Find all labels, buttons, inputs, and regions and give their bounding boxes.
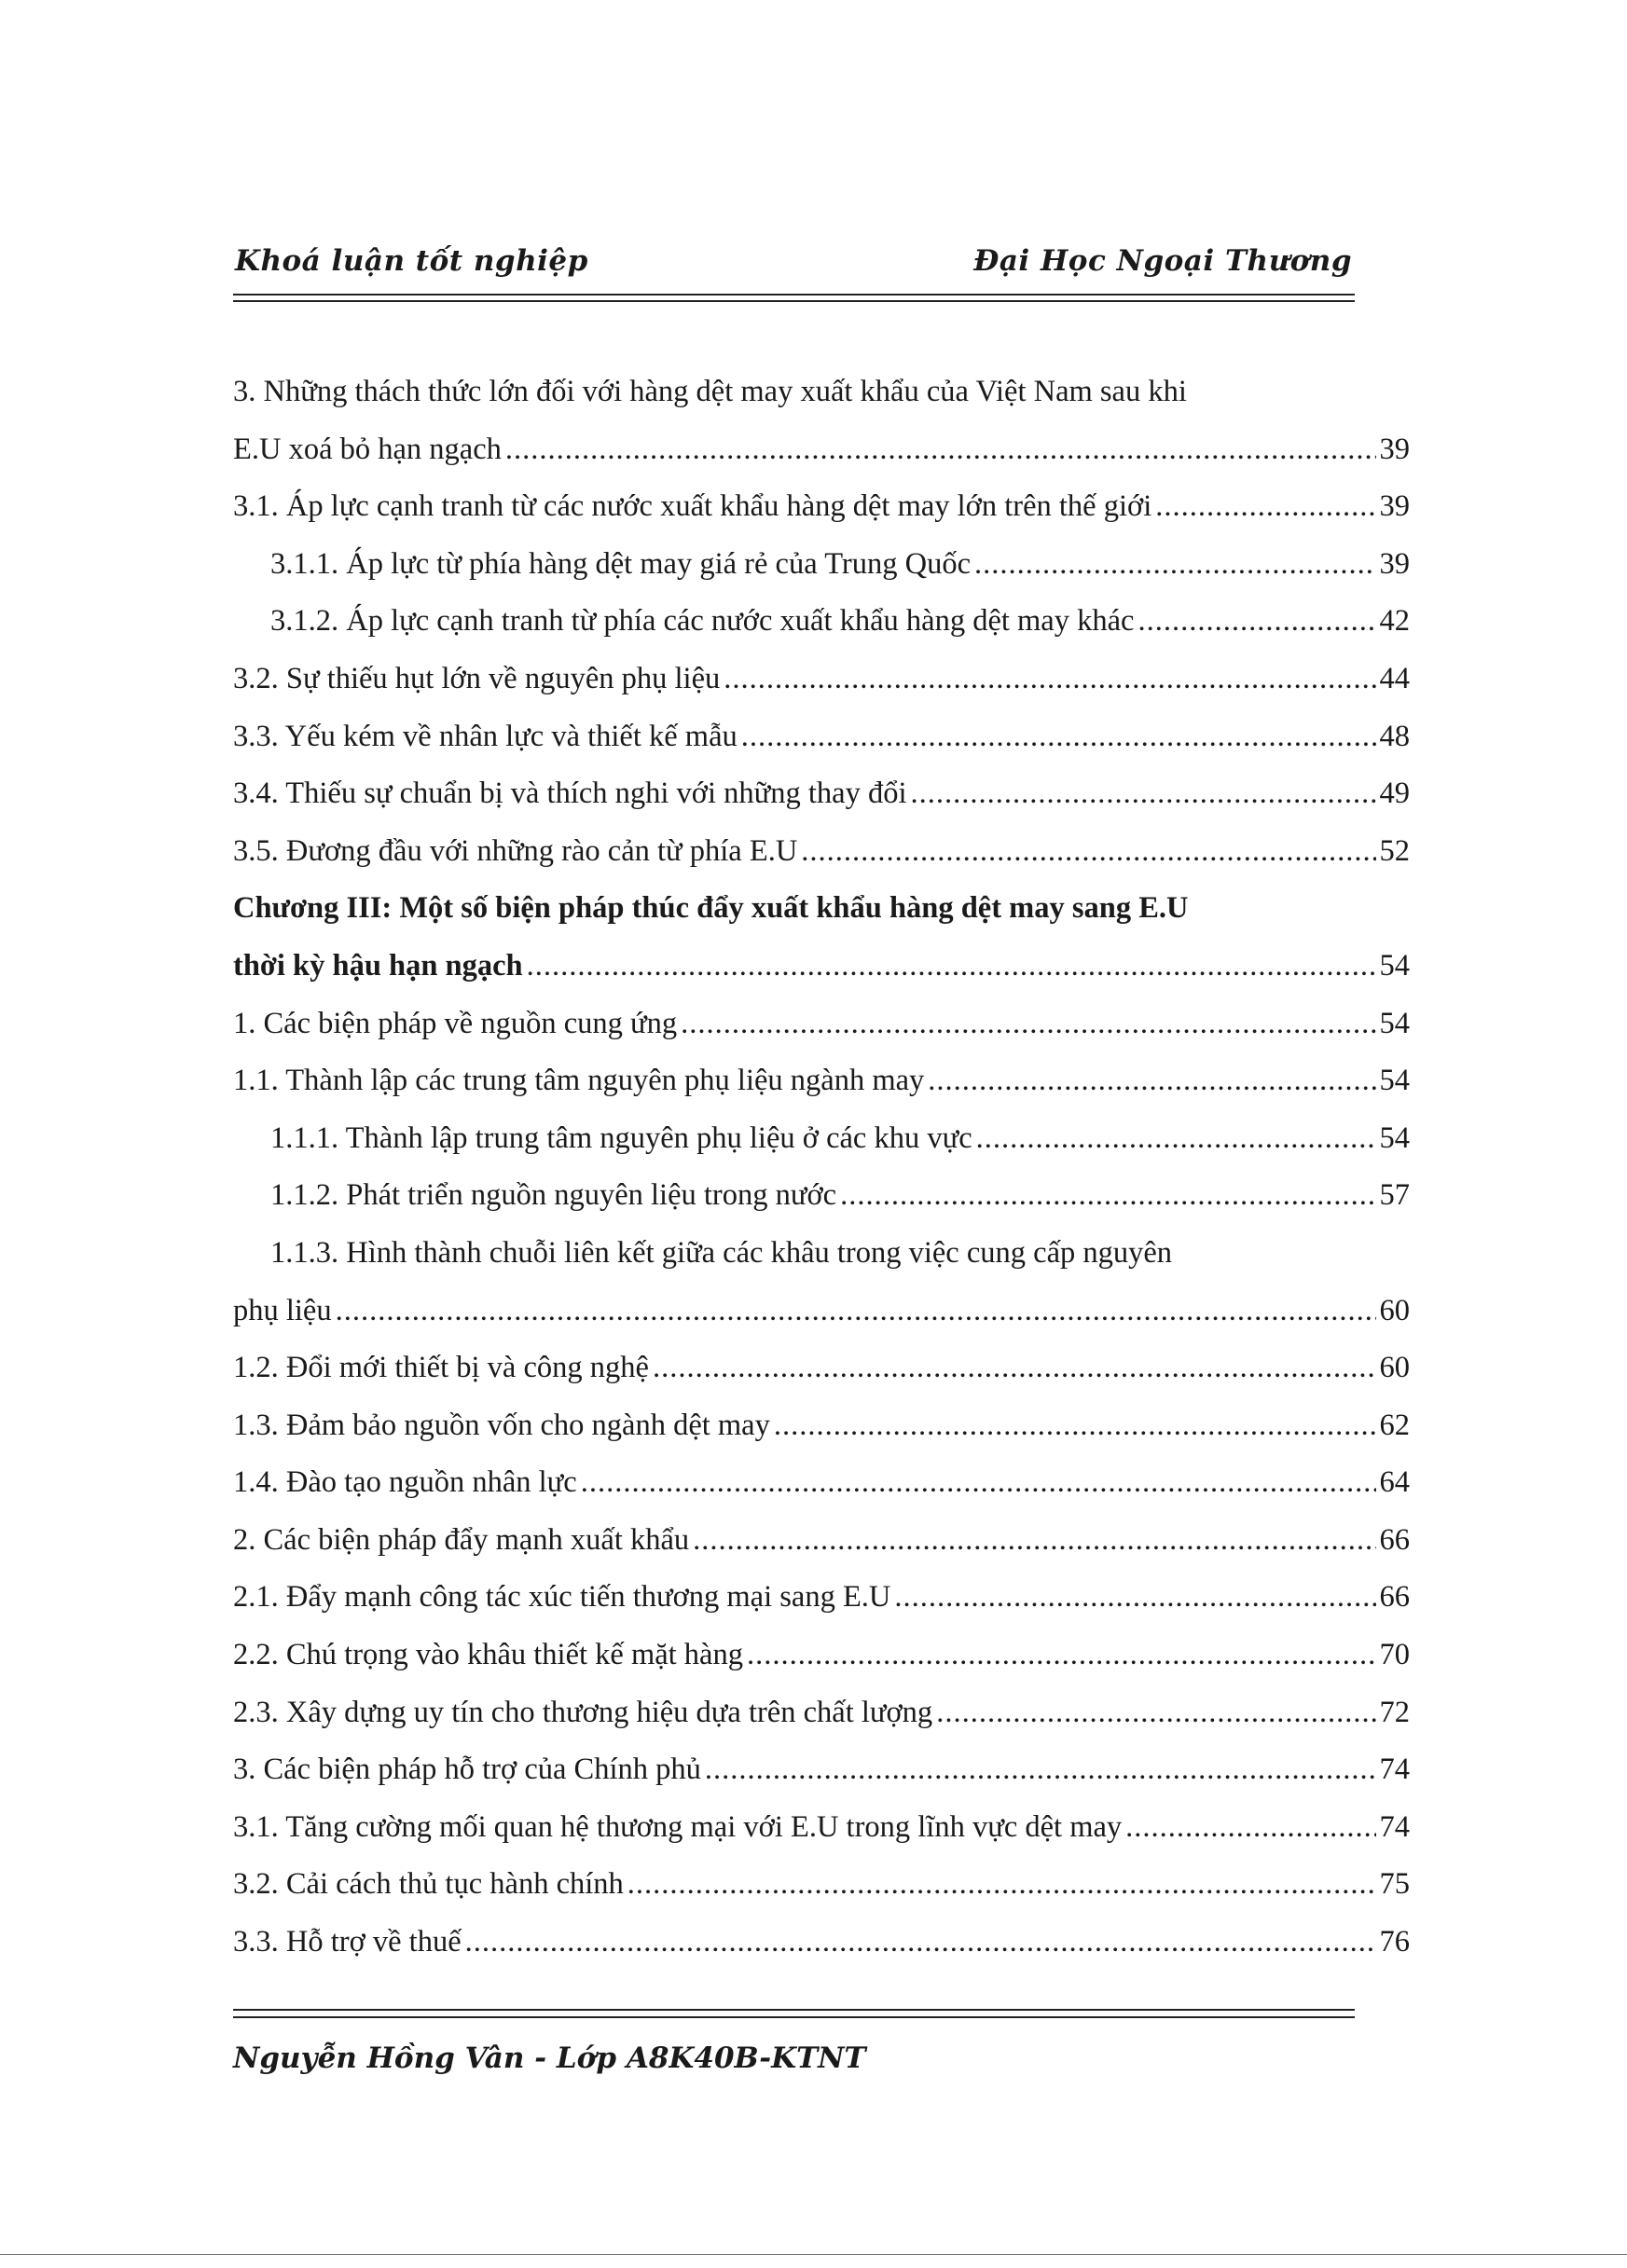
toc-entry-title: 3.3. Hỗ trợ về thuế: [233, 1925, 462, 1959]
toc-entry-title: 2.2. Chú trọng vào khâu thiết kế mặt hàng: [233, 1638, 743, 1672]
header-right-title: Đại Học Ngoại Thương: [973, 244, 1352, 278]
toc-entry: [233, 1684, 1410, 1742]
toc-leader-dots: [976, 1110, 1376, 1168]
toc-entry-title: 3.1. Áp lực cạnh tranh từ các nước xuất khẩu hàng dệt may lớn trên thế giới: [233, 489, 1152, 524]
header-rule-top: [233, 294, 1355, 296]
toc-entry-title: 1.3. Đảm bảo nguồn vốn cho ngành dệt may: [233, 1408, 770, 1442]
toc-leader-dots: [741, 708, 1376, 766]
toc-entry: [233, 996, 1410, 1053]
toc-entry-title: 1.1. Thành lập các trung tâm nguyên phụ liệu ngành may: [233, 1064, 925, 1098]
toc-entry: [233, 1856, 1410, 1914]
toc-entry: [233, 1283, 1410, 1340]
toc-entry-title: 2.3. Xây dựng uy tín cho thương hiệu dựa trên chất lượng: [233, 1695, 933, 1729]
toc-entry: [233, 1512, 1410, 1570]
toc-entry-title: 3.4. Thiếu sự chuẩn bị và thích nghi với những thay đổi: [233, 777, 907, 811]
toc-entry-title: 2.1. Đẩy mạnh công tác xúc tiến thương mại sang E.U: [233, 1580, 891, 1615]
toc-leader-dots: [747, 1627, 1376, 1684]
toc-entry-title: 3.5. Đương đầu với những rào cản từ phía E.U: [233, 833, 798, 868]
toc-entry-page: 60: [1379, 1351, 1410, 1385]
toc-entry-page: 72: [1379, 1695, 1410, 1729]
toc-entry: [233, 708, 1410, 766]
toc-entry: [233, 938, 1410, 996]
toc-leader-dots: [840, 1167, 1375, 1225]
toc-entry-title: phụ liệu: [233, 1293, 332, 1327]
toc-entry: [233, 1741, 1410, 1799]
toc-entry-page: 60: [1379, 1293, 1410, 1327]
toc-leader-dots: [627, 1856, 1376, 1914]
toc-entry: [233, 765, 1410, 823]
toc-entry-title: 3.1.2. Áp lực cạnh tranh từ phía các nước xuất khẩu hàng dệt may khác: [270, 604, 1135, 639]
toc-leader-dots: [911, 765, 1376, 823]
toc-entry: [233, 1454, 1410, 1512]
toc-entry-title: 1.1.3. Hình thành chuỗi liên kết giữa các khâu trong việc cung cấp nguyên: [270, 1235, 1173, 1270]
toc-leader-dots: [928, 1052, 1375, 1110]
toc-entry: [233, 651, 1410, 708]
toc-leader-dots: [1125, 1799, 1375, 1857]
toc-entry-title: 1.1.2. Phát triển nguồn nguyên liệu trong nước: [270, 1178, 837, 1213]
toc-leader-dots: [1155, 478, 1375, 536]
toc-entry-page: 52: [1379, 833, 1410, 868]
toc-entry: [233, 1914, 1410, 1972]
toc-entry-page: 62: [1379, 1408, 1410, 1442]
page-footer: Nguyễn Hồng Vân - Lớp A8K40B-KTNT: [233, 2041, 866, 2075]
toc-leader-dots: [693, 1512, 1375, 1570]
toc-entry-title: 3.1.1. Áp lực từ phía hàng dệt may giá rẻ của Trung Quốc: [270, 546, 971, 581]
toc-entry: [233, 536, 1410, 594]
toc-entry: [233, 478, 1410, 536]
toc-entry: [233, 1627, 1410, 1684]
toc-entry-page: 76: [1379, 1925, 1410, 1959]
toc-leader-dots: [1138, 593, 1375, 651]
toc-entry: [233, 1052, 1410, 1110]
toc-entry-page: 39: [1379, 432, 1410, 466]
toc-leader-dots: [705, 1741, 1376, 1799]
toc-leader-dots: [505, 421, 1376, 479]
toc-entry-page: 42: [1379, 604, 1410, 639]
toc-entry-title: 1.4. Đào tạo nguồn nhân lực: [233, 1465, 577, 1500]
toc-entry-page: 48: [1379, 719, 1410, 753]
toc-entry-title: 3.1. Tăng cường mối quan hệ thương mại với E.U trong lĩnh vực dệt may: [233, 1809, 1123, 1844]
toc-entry: [233, 1167, 1410, 1225]
toc-entry-title: 3. Các biện pháp hỗ trợ của Chính phủ: [233, 1753, 701, 1787]
toc-leader-dots: [336, 1283, 1376, 1340]
toc-leader-dots: [774, 1397, 1376, 1455]
toc-entry-page: 54: [1379, 1006, 1410, 1040]
toc-entry-page: 54: [1379, 1064, 1410, 1098]
header-left-title: Khoá luận tốt nghiệp: [235, 244, 588, 278]
toc-entry-title: 1.1.1. Thành lập trung tâm nguyên phụ liệu ở các khu vực: [270, 1120, 972, 1155]
toc-entry-page: 39: [1379, 489, 1410, 524]
scan-bottom-edge: [0, 2254, 1627, 2255]
toc-leader-dots: [465, 1914, 1376, 1972]
toc-entry-page: 70: [1379, 1638, 1410, 1672]
toc-entry: [233, 1340, 1410, 1397]
toc-entry-title: Chương III: Một số biện pháp thúc đẩy xuất khẩu hàng dệt may sang E.U: [233, 891, 1189, 926]
toc-entry: [233, 1569, 1410, 1627]
toc-entry: [233, 593, 1410, 651]
toc-entry-title: 3. Những thách thức lớn đối với hàng dệt may xuất khẩu của Việt Nam sau khi: [233, 375, 1187, 408]
toc-entry: [233, 823, 1410, 881]
toc-entry-page: 74: [1379, 1753, 1410, 1787]
toc-entry-page: 66: [1379, 1580, 1410, 1615]
toc-entry-page: 57: [1379, 1178, 1410, 1213]
footer-rule-top: [233, 2009, 1355, 2011]
toc-entry: [233, 1397, 1410, 1455]
page-header: [233, 244, 1352, 287]
footer-rule-bottom: [233, 2016, 1355, 2018]
toc-leader-dots: [974, 536, 1376, 594]
toc-entry-page: 64: [1379, 1465, 1410, 1500]
toc-entry-page: 49: [1379, 777, 1410, 811]
toc-entry-page: 54: [1379, 948, 1410, 983]
toc-entry-title: 2. Các biện pháp đẩy mạnh xuất khẩu: [233, 1522, 690, 1557]
toc-entry-page: 39: [1379, 546, 1410, 581]
toc-entry: [233, 880, 1410, 938]
toc-leader-dots: [894, 1569, 1375, 1627]
toc-entry-page: 66: [1379, 1522, 1410, 1557]
toc-leader-dots: [724, 651, 1375, 708]
toc-leader-dots: [581, 1454, 1376, 1512]
table-of-contents: [233, 364, 1410, 1972]
toc-entry: [233, 364, 1410, 421]
toc-entry-page: 75: [1379, 1867, 1410, 1902]
toc-entry: [233, 1225, 1410, 1283]
toc-entry-title: 3.2. Sự thiếu hụt lớn về nguyên phụ liệu: [233, 661, 721, 695]
toc-leader-dots: [801, 823, 1375, 881]
toc-entry-page: 74: [1379, 1809, 1410, 1844]
toc-entry-page: 44: [1379, 661, 1410, 695]
toc-leader-dots: [653, 1340, 1376, 1397]
toc-leader-dots: [936, 1684, 1375, 1742]
toc-entry-title: 3.3. Yếu kém về nhân lực và thiết kế mẫu: [233, 719, 738, 753]
toc-entry-title: E.U xoá bỏ hạn ngạch: [233, 432, 502, 466]
toc-entry-title: 1.2. Đổi mới thiết bị và công nghệ: [233, 1351, 649, 1385]
toc-entry: [233, 1799, 1410, 1857]
toc-entry: [233, 1110, 1410, 1168]
header-rule-bottom: [233, 300, 1355, 302]
toc-entry-page: 54: [1379, 1120, 1410, 1155]
toc-leader-dots: [681, 996, 1375, 1053]
toc-entry: [233, 421, 1410, 479]
toc-entry-title: 1. Các biện pháp về nguồn cung ứng: [233, 1006, 678, 1040]
toc-entry-title: 3.2. Cải cách thủ tục hành chính: [233, 1867, 624, 1902]
toc-entry-title: thời kỳ hậu hạn ngạch: [233, 948, 523, 983]
toc-leader-dots: [527, 938, 1376, 996]
